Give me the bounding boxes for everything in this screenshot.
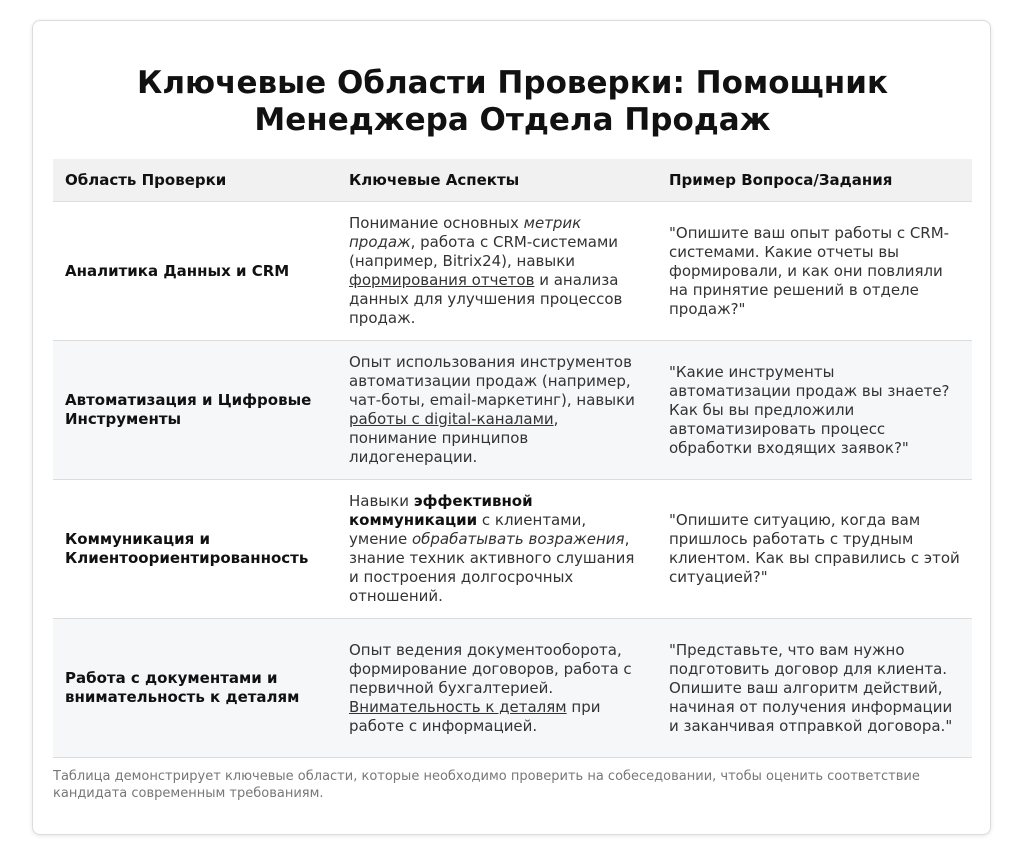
example-cell: "Какие инструменты автоматизации продаж вы знаете? Как бы вы предложили автоматизировать процесс обработки входящих заявок?" bbox=[657, 341, 972, 480]
aspects-bold: эффективной коммуникации bbox=[349, 492, 533, 529]
aspects-text: , понимание принципов лидогенерации. bbox=[349, 410, 559, 466]
example-cell: "Опишите ситуацию, когда вам пришлось работать с трудным клиентом. Как вы справились с этой ситуацией?" bbox=[657, 480, 972, 619]
aspects-text: и анализа данных для улучшения процессов продаж. bbox=[349, 271, 623, 327]
area-cell: Аналитика Данных и CRM bbox=[53, 202, 337, 341]
table-row bbox=[53, 341, 972, 480]
example-cell: "Представьте, что вам нужно подготовить договор для клиента. Опишите ваш алгоритм действий, начиная от получения информации и заканчивая отправкой договора." bbox=[657, 619, 972, 758]
aspects-cell bbox=[337, 341, 657, 480]
content-card bbox=[32, 20, 991, 835]
aspects-text: при работе с информацией. bbox=[349, 697, 601, 735]
aspects-cell bbox=[337, 202, 657, 341]
page-title: Ключевые Области Проверки: Помощник Менеджера Отдела Продаж bbox=[137, 65, 888, 138]
aspects-text: Опыт использования инструментов автоматизации продаж (например, чат-боты, email-маркетинг), навыки bbox=[349, 353, 635, 409]
table-row bbox=[53, 202, 972, 341]
aspects-underline: работы с digital-каналами bbox=[349, 410, 554, 428]
aspects-text: Навыки bbox=[349, 492, 414, 510]
aspects-underline: Внимательность к деталям bbox=[349, 697, 567, 716]
area-cell: Автоматизация и Цифровые Инструменты bbox=[53, 341, 337, 480]
table-caption: Таблица демонстрирует ключевые области, которые необходимо проверить на собеседовании, чтобы оценить соответствие кандидата современным требованиям. bbox=[53, 769, 920, 801]
header-aspects: Ключевые Аспекты bbox=[337, 159, 657, 202]
aspects-text: Опыт ведения документооборота, формирование договоров, работа с первичной бухгалтерией. bbox=[349, 640, 632, 697]
aspects-emphasis: обрабатывать возражения bbox=[411, 530, 625, 548]
example-cell: "Опишите ваш опыт работы с CRM-системами. Какие отчеты вы формировали, и как они повлияли на принятие решений в отделе продаж?" bbox=[657, 202, 972, 341]
table-row bbox=[53, 480, 972, 619]
header-example: Пример Вопроса/Задания bbox=[657, 159, 972, 202]
table-header-row bbox=[53, 159, 972, 202]
header-area: Область Проверки bbox=[53, 159, 337, 202]
area-cell: Работа с документами и внимательность к деталям bbox=[53, 619, 337, 758]
assessment-table bbox=[53, 159, 972, 758]
aspects-emphasis: метрик продаж bbox=[349, 214, 582, 251]
aspects-text: , знание техник активного слушания и построения долгосрочных отношений. bbox=[349, 530, 635, 605]
aspects-text: с клиентами, умение bbox=[349, 511, 587, 548]
aspects-underline: формирования отчетов bbox=[349, 271, 535, 289]
table-row bbox=[53, 619, 972, 758]
aspects-cell bbox=[337, 619, 657, 758]
aspects-cell bbox=[337, 480, 657, 619]
aspects-text: , работа с CRM-системами (например, Bitrix24), навыки bbox=[349, 233, 619, 270]
area-cell: Коммуникация и Клиентоориентированность bbox=[53, 480, 337, 619]
aspects-text: Понимание основных bbox=[349, 214, 524, 232]
